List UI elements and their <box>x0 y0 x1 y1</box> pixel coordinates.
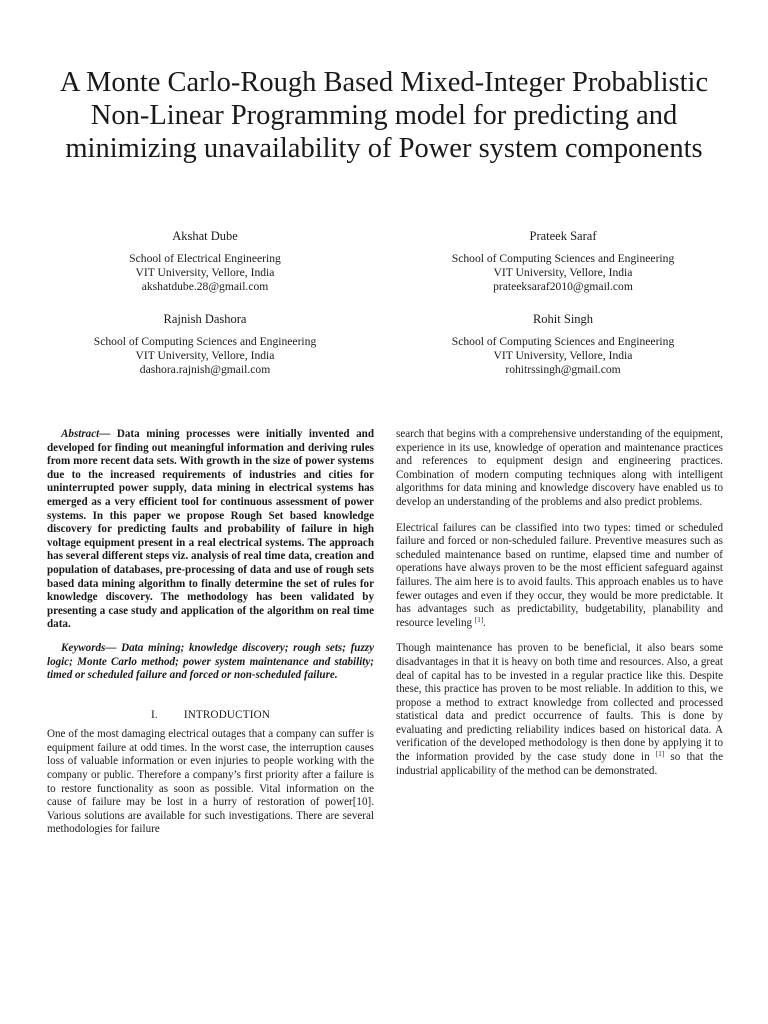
abstract-text: Data mining processes were initially invented and developed for finding out meaningful information and deriving rules from more recent data sets. With growth in the size of power systems due to the increased requirements of industries and cities for uninterrupted power supply, data mining in electrical systems has emerged as a very efficient tool for continuous assessment of power systems. In this paper we propose Rough Set based knowledge discovery for predicting faults and probability of failure in high voltage equipment present in a real electrical systems. The approach has several different steps viz. analysis of real time data, creation and population of databases, pre-processing of data and use of rough sets based data mining algorithm to finally determine the set of rules for knowledge discovery. The methodology has been validated by presenting a case study and application of the algorithm on real time data. <box>47 428 374 631</box>
abstract-lead: Abstract— <box>61 428 111 440</box>
author-name: Rajnish Dashora <box>163 312 247 326</box>
author-email: prateeksaraf2010@gmail.com <box>493 280 633 293</box>
paragraph-text: Electrical failures can be classified into two types: timed or scheduled failure and forced or non-scheduled failure. Preventive measures such as scheduled maintenance based on runtime, elapsed time and number of operations have always proven to be the most efficient safeguard against failures. The aim here is to avoid faults. This approach enables us to have fewer outages and even if they occur, they would be more predictable. It has advantages such as predictability, budgetability, planability and resource leveling <box>396 521 723 629</box>
author-block-4 <box>398 312 728 377</box>
citation-ref: [1] <box>474 615 484 624</box>
author-name: Akshat Dube <box>172 229 238 243</box>
author-name: Rohit Singh <box>532 312 594 326</box>
author-block-3 <box>40 312 370 377</box>
author-block-2 <box>398 229 728 294</box>
body-paragraph-1: search that begins with a comprehensive understanding of the equipment, experience in its use, knowledge of operation and maintenance practices and references to equipment design and engineering practices. Combination of modern computing techniques along with intelligent algorithms for data mining and knowledge discovery have enabled us to develop an understanding of the problems and also predict problems. <box>396 428 723 508</box>
paragraph-end: so that the industrial applicability of the method can be demonstrated. <box>396 751 724 777</box>
author-block-1 <box>40 229 370 294</box>
intro-paragraph: One of the most damaging electrical outages that a company can suffer is equipment failure at odd times. In the worst case, the interruption causes loss of valuable information or even injuries to people working with the company or public. Therefore a company’s first priority after a failure is to restore functionality as soon as possible. Vital information on the cause of failure may be lost in a hurry of restoration of power[10]. Various solutions are available for such investigations. There are several methodologies for failure <box>47 728 374 836</box>
paragraph-end: . <box>483 616 486 629</box>
author-institution: VIT University, Vellore, India <box>135 266 275 279</box>
section-number: I. <box>150 708 158 721</box>
author-institution: VIT University, Vellore, India <box>493 266 633 279</box>
author-affiliation: School of Computing Sciences and Engineering <box>451 252 675 265</box>
author-affiliation: School of Computing Sciences and Engineering <box>451 335 675 348</box>
author-email: dashora.rajnish@gmail.com <box>139 363 271 376</box>
author-affiliation: School of Electrical Engineering <box>129 252 281 265</box>
body-paragraph-2 <box>396 522 723 631</box>
abstract <box>47 428 374 632</box>
section-heading-introduction <box>47 709 374 723</box>
author-affiliation: School of Computing Sciences and Engineering <box>93 335 317 348</box>
paper-title: A Monte Carlo-Rough Based Mixed-Integer Probablistic Non-Linear Programming model for predicting and minimizing unavailability of Power system components <box>59 67 709 164</box>
author-institution: VIT University, Vellore, India <box>135 349 275 362</box>
author-institution: VIT University, Vellore, India <box>493 349 633 362</box>
paragraph-text: Though maintenance has proven to be beneficial, it also bears some disadvantages in that it is heavy on both time and resources. Also, a great deal of capital has to be invested in a regular practice like this. Despite these, this practice has proven to be most reliable. In addition to this, we propose a method to extract knowledge from collected and processed statistical data and predict occurrence of faults. This is done by evaluating and predicting reliability indices based on historical data. A verification of the developed methodology is then done by applying it to the information provided by the case study done in <box>396 642 723 764</box>
author-name: Prateek Saraf <box>529 229 597 243</box>
author-email: akshatdube.28@gmail.com <box>141 280 269 293</box>
keywords: Keywords— Data mining; knowledge discovery; rough sets; fuzzy logic; Monte Carlo method; power system maintenance and stability; timed or scheduled failure and forced or non-scheduled failure. <box>47 641 374 682</box>
body-paragraph-3 <box>396 642 723 778</box>
left-column <box>47 428 374 849</box>
citation-ref: [1] <box>655 750 665 759</box>
author-email: rohitrssingh@gmail.com <box>505 363 621 376</box>
right-column <box>396 428 723 790</box>
section-title: INTRODUCTION <box>183 708 271 721</box>
